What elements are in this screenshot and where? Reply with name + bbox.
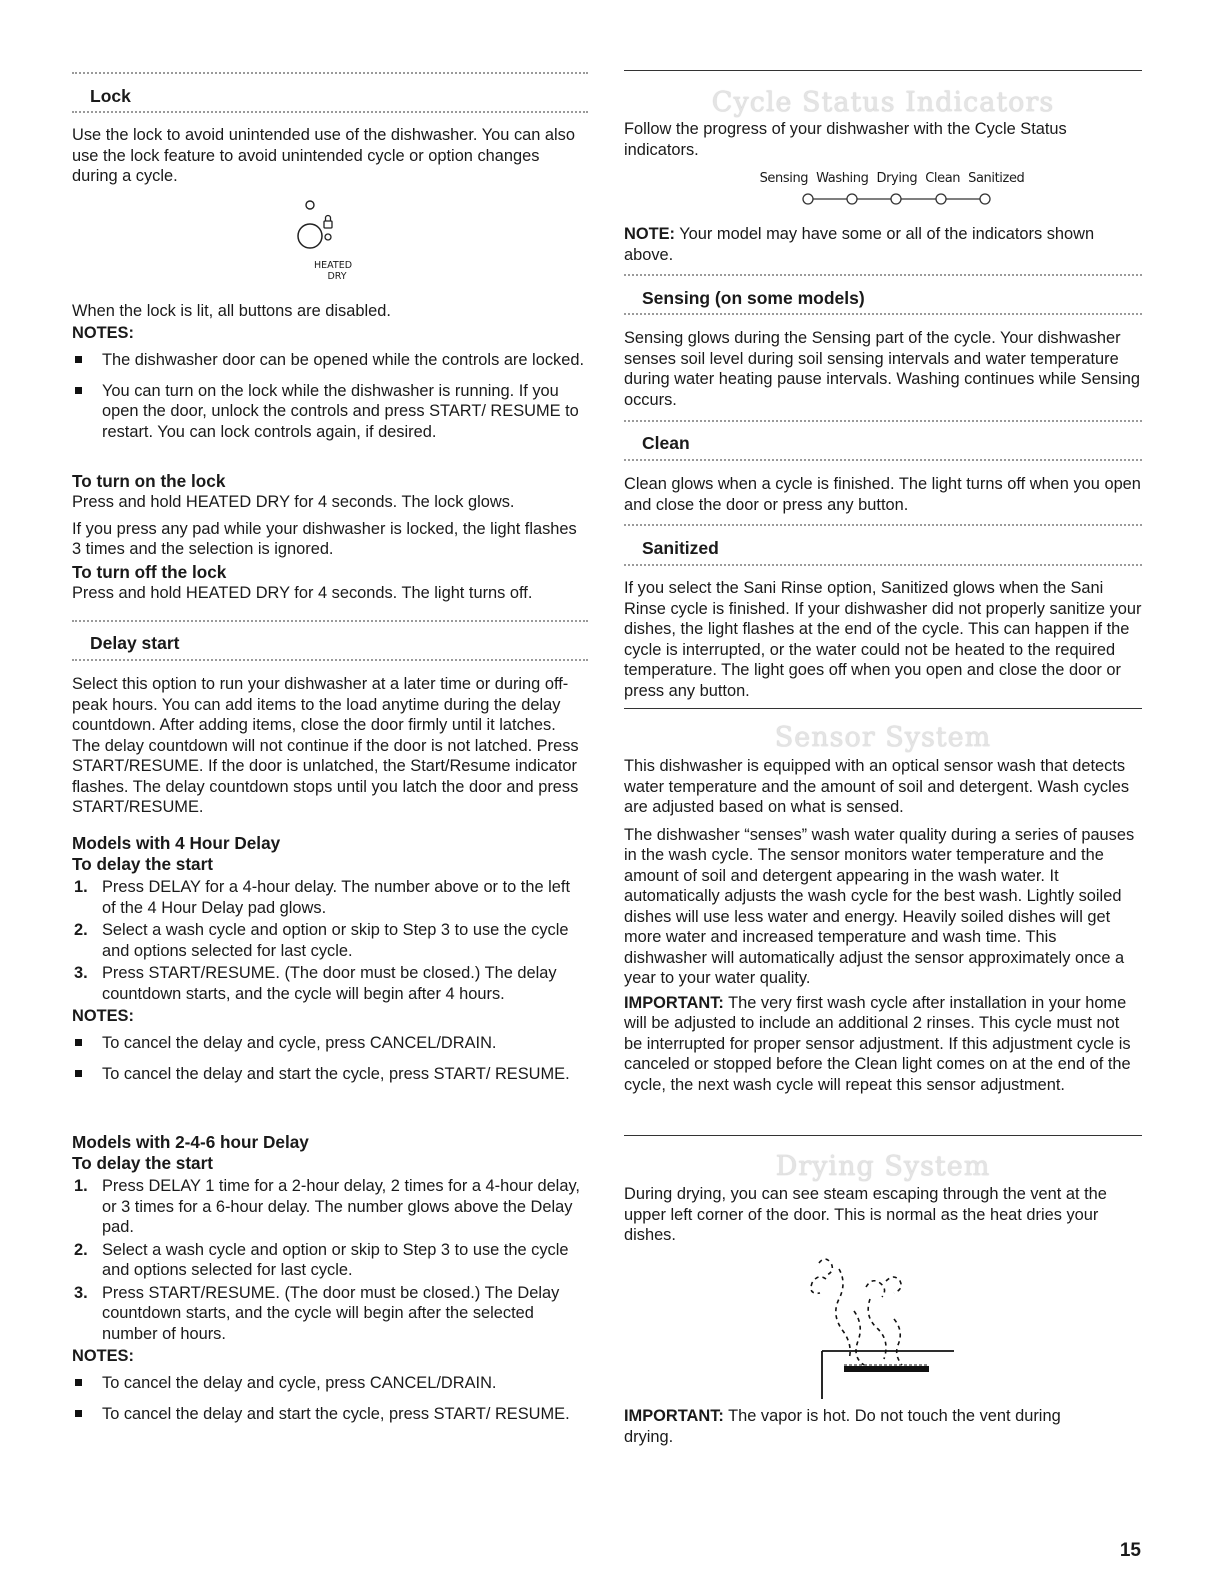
section-rule xyxy=(624,1135,1142,1136)
list-item xyxy=(72,1283,588,1345)
important-label: IMPORTANT: xyxy=(624,993,724,1012)
to-delay-start-heading: To delay the start xyxy=(72,1153,214,1173)
turn-on-lock-text: Press and hold HEATED DRY for 4 seconds. The lock glows. xyxy=(72,493,515,511)
models-246-notes xyxy=(72,1373,588,1424)
delay-intro: Select this option to run your dishwasher at a later time or during off-peak hours. You can add items to the load anytime during the delay countdown. After adding items, close the door firmly until it latches. The delay countdown will not continue if the door is not latched. Press START/RESUME. If the door is unlatched, the Start/Resume indicator flashes. The delay countdown stops until you latch the door and press START/RESUME. xyxy=(72,675,579,816)
list-item: To cancel the delay and start the cycle, press START/ RESUME. xyxy=(72,1064,588,1085)
heated-label: HEATED xyxy=(313,260,353,271)
section-divider xyxy=(72,111,588,113)
list-item xyxy=(72,920,588,961)
important-text: The vapor is hot. Do not touch the vent during drying. xyxy=(624,1407,1061,1446)
important-text: The very first wash cycle after installation in your home will be adjusted to include an additional 2 rinses. This cycle must not be interrupted for proper sensor adjustment. If this adjustment cycle is canceled or stopped before the Clean light comes on at the end of the cycle, the next wash cycle will repeat this sensor adjustment. xyxy=(624,993,1131,1094)
indicator-washing: Washing xyxy=(816,171,869,186)
steam-vent-illustration xyxy=(784,1249,964,1399)
list-item xyxy=(72,877,588,918)
drying-system-heading: Drying System xyxy=(775,1151,991,1182)
sanitized-title: Sanitized xyxy=(642,538,719,558)
indicator-labels xyxy=(642,171,1142,186)
lock-notes-list xyxy=(72,350,588,442)
step-text: Press START/RESUME. (The door must be closed.) The Delay countdown starts, and the cycle will begin after the selected number of hours. xyxy=(102,1283,560,1343)
delay-start-title: Delay start xyxy=(90,633,180,653)
list-item xyxy=(72,963,588,1004)
section-divider xyxy=(624,420,1142,422)
steam-icon xyxy=(784,1249,964,1399)
turn-on-lock-extra: If you press any pad while your dishwasher is locked, the light flashes 3 times and the selection is ignored. xyxy=(72,519,577,558)
clean-text: Clean glows when a cycle is finished. The light turns off when you open and close the door or press any button. xyxy=(624,475,1141,514)
step-number: 2. xyxy=(74,1240,88,1259)
sensor-system-heading: Sensor System xyxy=(774,722,992,753)
models-4hr-heading: Models with 4 Hour Delay xyxy=(72,833,281,853)
indicator-clean: Clean xyxy=(925,171,961,186)
lock-panel-illustration xyxy=(297,196,387,291)
section-divider xyxy=(624,564,1142,566)
dry-label: DRY xyxy=(327,271,347,282)
step-text: Select a wash cycle and option or skip to Step 3 to use the cycle and options selected for last cycle. xyxy=(102,921,569,960)
note-text: Your model may have some or all of the indicators shown above. xyxy=(624,225,1095,264)
step-number: 3. xyxy=(74,964,88,982)
note-label: NOTE: xyxy=(624,225,675,243)
sensor-p2: The dishwasher “senses” wash water quality during a series of pauses in the wash cycle. The sensor monitors water temperature and the amount of soil and detergent appearing in the wash water. It automatically adjusts the wash cycle for the best wash. Lightly soiled dishes will use less water and energy. Heavily soiled dishes will get more water and increased temperature and wash time. This dishwasher will automatically adjust the sensor approximately once a year to your water quality. xyxy=(624,825,1135,987)
turn-off-lock-text: Press and hold HEATED DRY for 4 seconds. The light turns off. xyxy=(72,583,533,602)
step-number: 1. xyxy=(74,878,88,896)
section-divider xyxy=(72,72,588,74)
section-divider xyxy=(624,524,1142,526)
indicator-sensing: Sensing xyxy=(759,171,809,186)
list-item: The dishwasher door can be opened while the controls are locked. xyxy=(72,350,588,371)
step-text: Press DELAY 1 time for a 2-hour delay, 2 times for a 4-hour delay, or 3 times for a 6-hour delay. The number glows above the Delay pad. xyxy=(102,1177,580,1236)
models-246-heading: Models with 2-4-6 hour Delay xyxy=(72,1132,309,1152)
indicator-drying: Drying xyxy=(876,171,918,186)
step-text: Select a wash cycle and option or skip to Step 3 to use the cycle and options selected for last cycle. xyxy=(102,1240,569,1279)
list-item: To cancel the delay and cycle, press CANCEL/DRAIN. xyxy=(72,1373,588,1394)
list-item: To cancel the delay and cycle, press CANCEL/DRAIN. xyxy=(72,1033,588,1054)
turn-off-lock-heading: To turn off the lock xyxy=(72,561,227,582)
step-number: 3. xyxy=(74,1283,88,1302)
list-item: You can turn on the lock while the dishwasher is running. If you open the door, unlock the controls and press START/ RESUME to restart. You can lock controls again, if desired. xyxy=(72,381,588,443)
sensing-text: Sensing glows during the Sensing part of the cycle. Your dishwasher senses soil level during soil sensing intervals and water temperature during water heating pause intervals. Washing continues while Sensing occurs. xyxy=(624,329,1141,409)
section-divider xyxy=(72,659,588,661)
notes-heading: NOTES: xyxy=(72,1007,134,1025)
notes-heading: NOTES: xyxy=(72,1347,134,1365)
cycle-status-note xyxy=(624,224,1142,265)
list-item xyxy=(72,1240,588,1281)
step-number: 1. xyxy=(74,1177,88,1195)
lock-icon xyxy=(297,196,387,266)
section-divider xyxy=(624,459,1142,461)
clean-title: Clean xyxy=(642,433,690,453)
sensing-title: Sensing (on some models) xyxy=(642,288,865,308)
notes-heading: NOTES: xyxy=(72,324,134,342)
indicator-sanitized: Sanitized xyxy=(968,171,1025,186)
indicator-lights-icon xyxy=(624,190,1142,210)
to-delay-start-heading: To delay the start xyxy=(72,854,214,874)
models-4hr-notes xyxy=(72,1033,588,1084)
indicator-diagram xyxy=(624,171,1142,210)
sensor-important xyxy=(624,993,1142,1096)
important-label: IMPORTANT: xyxy=(624,1407,724,1425)
list-item xyxy=(72,1176,588,1238)
step-number: 2. xyxy=(74,921,88,939)
turn-on-lock-heading: To turn on the lock xyxy=(72,471,226,491)
section-rule xyxy=(624,70,1142,71)
section-divider xyxy=(72,620,588,622)
lock-intro: Use the lock to avoid unintended use of the dishwasher. You can also use the lock feature to avoid unintended cycle or option changes during a cycle. xyxy=(72,126,575,185)
section-divider xyxy=(624,274,1142,276)
sanitized-text: If you select the Sani Rinse option, Sanitized glows when the Sani Rinse cycle is finished. If your dishwasher did not properly sanitize your dishes, the light flashes at the end of the cycle. This can happen if the cycle is interrupted, or the water could not be heated to the required temperature. The light goes off when you open and close the door or press any button. xyxy=(624,579,1142,700)
cycle-status-heading: Cycle Status Indicators xyxy=(711,87,1055,118)
list-item: To cancel the delay and start the cycle, press START/ RESUME. xyxy=(72,1404,588,1425)
cycle-status-intro: Follow the progress of your dishwasher with the Cycle Status indicators. xyxy=(624,120,1067,159)
section-divider xyxy=(624,313,1142,315)
page-number: 15 xyxy=(1119,1540,1141,1561)
models-4hr-steps xyxy=(72,877,588,1004)
lock-lit-text: When the lock is lit, all buttons are disabled. xyxy=(72,302,391,320)
sensor-p1: This dishwasher is equipped with an optical sensor wash that detects water temperature and the amount of soil and detergent. Wash cycles are adjusted based on what is sensed. xyxy=(624,757,1130,816)
lock-section-title: Lock xyxy=(90,86,131,106)
models-246-steps xyxy=(72,1176,588,1344)
drying-p1: During drying, you can see steam escaping through the vent at the upper left corner of the door. This is normal as the heat dries your dishes. xyxy=(624,1185,1107,1244)
step-text: Press DELAY for a 4-hour delay. The number above or to the left of the 4 Hour Delay pad glows. xyxy=(102,878,570,917)
drying-important xyxy=(624,1406,1064,1447)
section-rule xyxy=(624,708,1142,709)
step-text: Press START/RESUME. (The door must be closed.) The delay countdown starts, and the cycle will begin after 4 hours. xyxy=(102,964,557,1003)
